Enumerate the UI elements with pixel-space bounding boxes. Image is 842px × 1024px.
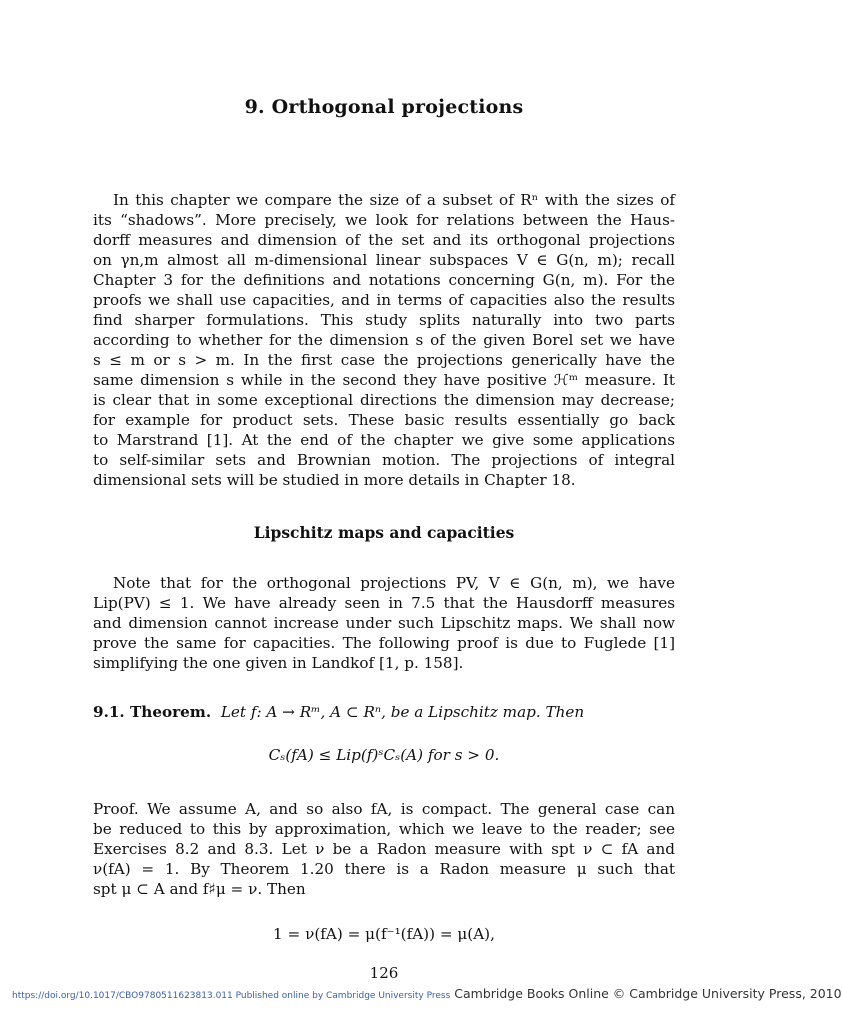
text-line: ν(fA) = 1. By Theorem 1.20 there is a Radon measure μ such that (93, 860, 675, 878)
text-line: for example for product sets. These basic results essentially go back (93, 411, 675, 429)
text-line: same dimension s while in the second they have positive ℋᵐ measure. It (93, 371, 675, 389)
text-line: proofs we shall use capacities, and in terms of capacities also the results (93, 291, 675, 309)
text-line: find sharper formulations. This study splits naturally into two parts (93, 311, 675, 329)
copyright-notice: Cambridge Books Online © Cambridge University Press, 2010 (454, 986, 842, 1001)
text-line: according to whether for the dimension s of the given Borel set we have (93, 331, 675, 349)
text-line: dorff measures and dimension of the set and its orthogonal projections (93, 231, 675, 249)
text-line: is clear that in some exceptional directions the dimension may decrease; (93, 391, 675, 409)
text-line: be reduced to this by approximation, which we leave to the reader; see (93, 820, 675, 838)
theorem-statement (93, 702, 675, 722)
text-line: spt μ ⊂ A and f♯μ = ν. Then (93, 880, 306, 898)
text-line: Lip(PV) ≤ 1. We have already seen in 7.5 that the Hausdorff measures (93, 594, 675, 612)
text-line: Note that for the orthogonal projections PV, V ∈ G(n, m), we have (113, 574, 675, 592)
text-line: on γn,m almost all m-dimensional linear subspaces V ∈ G(n, m); recall (93, 251, 675, 269)
text-line: In this chapter we compare the size of a subset of Rⁿ with the sizes of (113, 191, 675, 209)
text-line: Proof. We assume A, and so also fA, is compact. The general case can (93, 800, 675, 818)
text-line: simplifying the one given in Landkof [1, p. 158]. (93, 654, 464, 672)
theorem-display-equation: Cₛ(fA) ≤ Lip(f)ˢCₛ(A) for s > 0. (268, 746, 500, 764)
section-paragraph (93, 573, 675, 673)
text-line: its “shadows”. More precisely, we look for relations between the Haus- (93, 211, 675, 229)
chapter-title: 9. Orthogonal projections (244, 96, 524, 118)
text-line: Exercises 8.2 and 8.3. Let ν be a Radon measure with spt ν ⊂ fA and (93, 840, 675, 858)
section-heading: Lipschitz maps and capacities (253, 523, 515, 542)
theorem-text: Let f: A → Rᵐ, A ⊂ Rⁿ, be a Lipschitz map. Then (220, 703, 585, 721)
text-line: and dimension cannot increase under such Lipschitz maps. We shall now (93, 614, 675, 632)
text-line: to Marstrand [1]. At the end of the chapter we give some applications (93, 431, 675, 449)
footer (12, 986, 842, 1001)
proof-display-equation: 1 = ν(fA) = μ(f⁻¹(fA)) = μ(A), (273, 925, 495, 943)
text-line: prove the same for capacities. The following proof is due to Fuglede [1] (93, 634, 675, 652)
text-line: to self-similar sets and Brownian motion. The projections of integral (93, 451, 675, 469)
text-line: Chapter 3 for the definitions and notations concerning G(n, m). For the (93, 271, 675, 289)
text-line: s ≤ m or s > m. In the first case the projections generically have the (93, 351, 675, 369)
text-line: dimensional sets will be studied in more details in Chapter 18. (93, 471, 576, 489)
proof-paragraph (93, 799, 675, 899)
intro-paragraph (93, 190, 675, 490)
theorem-label: 9.1. Theorem. (93, 703, 212, 721)
doi-link[interactable]: https://doi.org/10.1017/CBO9780511623813.011 Published online by Cambridge University Press (12, 991, 451, 1001)
page-number: 126 (369, 964, 399, 982)
